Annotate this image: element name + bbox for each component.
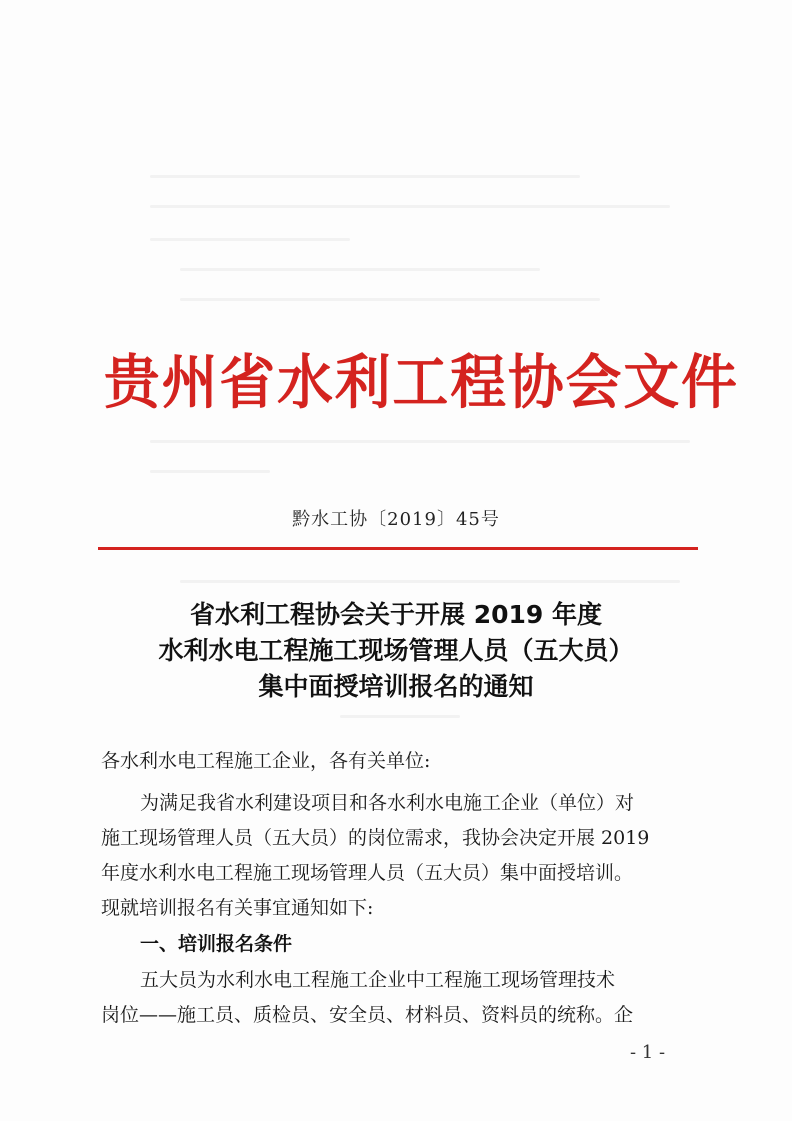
bleed-through-line — [180, 268, 540, 271]
bleed-through-line — [150, 175, 580, 178]
paragraph-line: 岗位——施工员、质检员、安全员、材料员、资料员的统称。企 — [101, 1004, 634, 1026]
bleed-through-line — [150, 238, 350, 241]
notice-title-line: 省水利工程协会关于开展 2019 年度 — [190, 600, 602, 629]
paragraph-line: 施工现场管理人员（五大员）的岗位需求，我协会决定开展 2019 — [101, 827, 650, 849]
paragraph-line: 现就培训报名有关事宜通知如下: — [101, 897, 374, 919]
notice-title-line: 集中面授培训报名的通知 — [258, 672, 534, 701]
bleed-through-line — [150, 470, 270, 473]
notice-title-line: 水利水电工程施工现场管理人员（五大员） — [158, 636, 634, 665]
paragraph-line: 为满足我省水利建设项目和各水利水电施工企业（单位）对 — [140, 792, 635, 814]
bleed-through-line — [340, 715, 460, 718]
page-number: - 1 - — [630, 1042, 666, 1063]
document-number: 黔水工协〔2019〕45号 — [292, 509, 500, 530]
bleed-through-line — [150, 440, 690, 443]
notice-title — [0, 597, 792, 705]
bleed-through-line — [180, 298, 600, 301]
issuing-organization-title: 贵州省水利工程协会文件 — [104, 347, 739, 418]
paragraph-line: 五大员为水利水电工程施工企业中工程施工现场管理技术 — [140, 969, 616, 991]
red-divider-line — [98, 547, 698, 550]
bleed-through-line — [180, 580, 680, 583]
section-heading: 一、培训报名条件 — [140, 933, 293, 955]
salutation: 各水利水电工程施工企业，各有关单位: — [101, 750, 431, 772]
paragraph-line: 年度水利水电工程施工现场管理人员（五大员）集中面授培训。 — [101, 862, 634, 884]
bleed-through-line — [150, 205, 670, 208]
